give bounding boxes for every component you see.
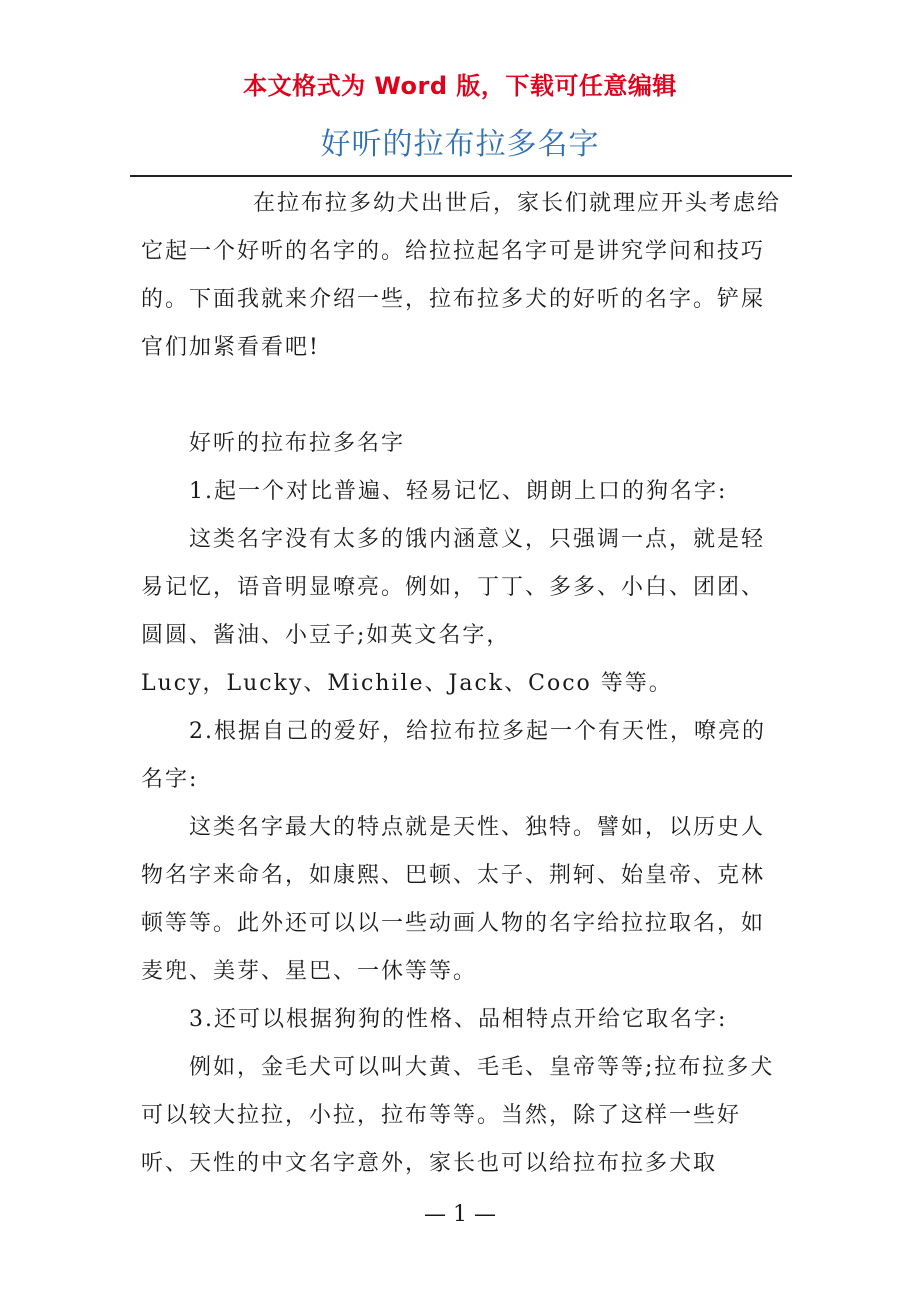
item3-body: 例如，金毛犬可以叫大黄、毛毛、皇帝等等;拉布拉多犬可以较大拉拉，小拉，拉布等等。当然，除了这样一些好听、天性的中文名字意外，家长也可以给拉布拉多犬取 — [141, 1055, 775, 1176]
paragraph-gap — [141, 372, 781, 420]
page-number: — 1 — — [424, 1202, 496, 1227]
item1-english-names: Lucy，Lucky、Michile、Jack、Coco 等等。 — [141, 671, 673, 696]
item3-heading: 3.还可以根据狗狗的性格、品相特点开给它取名字: — [189, 1007, 728, 1032]
item1-heading: 1.起一个对比普遍、轻易记忆、朗朗上口的狗名字: — [189, 479, 728, 504]
page-title: 好听的拉布拉多名字 — [320, 127, 600, 162]
section-heading: 好听的拉布拉多名字 — [189, 431, 406, 456]
item1-body: 这类名字没有太多的饿内涵意义，只强调一点，就是轻易记忆，语音明显嘹亮。例如，丁丁、多多、小白、团团、圆圆、酱油、小豆子;如英文名字， — [141, 527, 766, 648]
format-banner: 本文格式为 Word 版，下载可任意编辑 — [243, 72, 677, 100]
item2-heading: 2.根据自己的爱好，给拉布拉多起一个有天性，嘹亮的名字: — [141, 719, 766, 792]
title-divider — [130, 175, 792, 177]
document-body — [141, 180, 781, 1188]
intro-paragraph: 在拉布拉多幼犬出世后，家长们就理应开头考虑给它起一个好听的名字的。给拉拉起名字可是讲究学问和技巧的。下面我就来介绍一些，拉布拉多犬的好听的名字。铲屎官们加紧看看吧! — [141, 191, 782, 360]
item2-body: 这类名字最大的特点就是天性、独特。譬如，以历史人物名字来命名，如康熙、巴顿、太子、荆轲、始皇帝、克林顿等等。此外还可以以一些动画人物的名字给拉拉取名，如麦兜、美芽、星巴、一休等等。 — [141, 815, 766, 984]
